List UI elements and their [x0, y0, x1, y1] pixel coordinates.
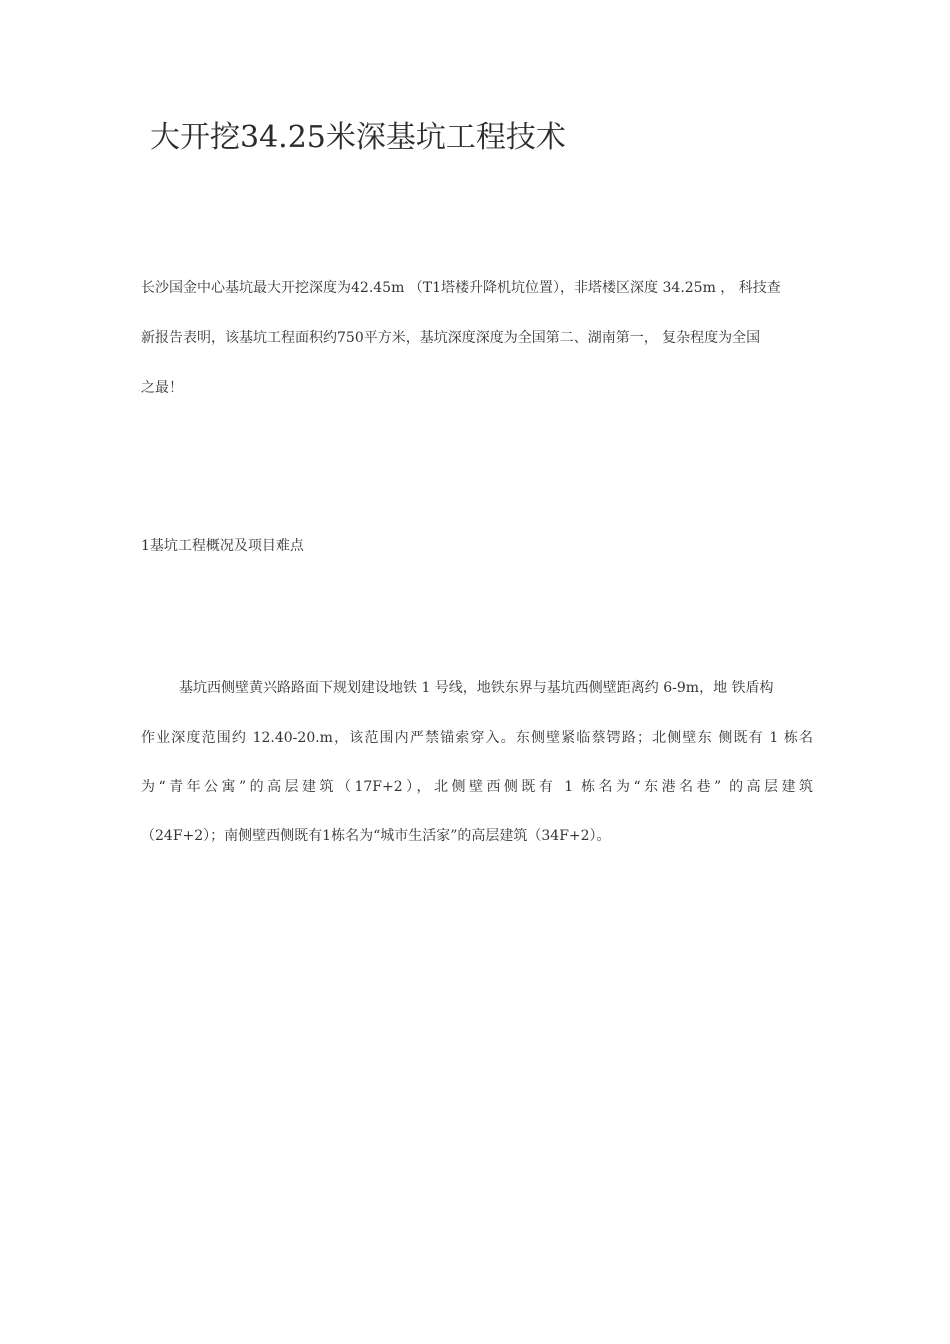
section-line-3: 为“青年公寓”的高层建筑（17F+2），北侧壁西侧既有 1 栋名为“东港名巷” 的高层建筑: [141, 779, 813, 795]
section-heading: 1基坑工程概况及项目难点: [141, 538, 304, 554]
section-paragraph: [141, 678, 813, 848]
intro-line-2: 新报告表明，该基坑工程面积约750平方米，基坑深度深度为全国第二、湖南第一， 复杂程度为全国: [141, 330, 761, 346]
intro-line-3: 之最！: [141, 380, 183, 396]
section-line-1: 基坑西侧壁黄兴路路面下规划建设地铁 1 号线，地铁东界与基坑西侧壁距离约 6-9m，地 铁盾构: [179, 680, 774, 696]
section-heading-block: [141, 536, 813, 560]
document-title: 大开挖34.25米深基坑工程技术: [150, 120, 566, 155]
section-line-2: 作业深度范围约 12.40-20.m，该范围内严禁锚索穿入。东侧壁紧临蔡锷路；北侧壁东 侧既有 1 栋名: [141, 730, 813, 746]
section-line-4: （24F+2）；南侧壁西侧既有1栋名为“城市生活家”的高层建筑（34F+2）。: [141, 828, 611, 844]
intro-paragraph: [141, 278, 813, 408]
intro-line-1: 长沙国金中心基坑最大开挖深度为42.45m （T1塔楼升降机坑位置），非塔楼区深度 34.25m ， 科技查: [141, 280, 781, 296]
